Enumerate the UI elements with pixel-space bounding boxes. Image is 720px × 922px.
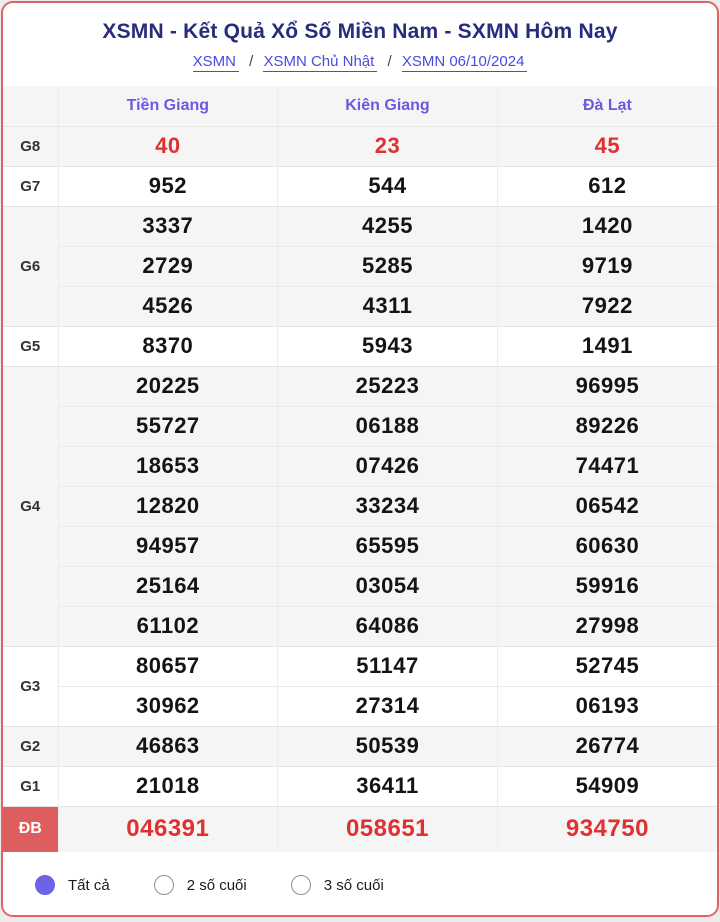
- result-number-g5-col2: 5943: [278, 326, 498, 366]
- breadcrumb-link-xsmn-date[interactable]: XSMN 06/10/2024: [402, 53, 528, 72]
- result-number-g4-col2: 64086: [278, 606, 498, 646]
- display-filter-group: [3, 852, 717, 917]
- column-header-da-lat[interactable]: Đà Lạt: [497, 86, 717, 126]
- result-number-g6-col2: 4255: [278, 206, 498, 246]
- prize-row-g6-1: [3, 206, 717, 246]
- prize-row-g4-6: [3, 566, 717, 606]
- result-number-g2-col2: 50539: [278, 726, 498, 766]
- prize-row-g4-2: [3, 406, 717, 446]
- breadcrumb-link-xsmn-chu-nhat[interactable]: XSMN Chủ Nhật: [263, 53, 377, 72]
- result-number-g6-col2: 4311: [278, 286, 498, 326]
- result-number-g4-col3: 74471: [497, 446, 717, 486]
- radio-selected-icon[interactable]: [35, 875, 55, 895]
- corner-cell: [3, 86, 58, 126]
- result-number-db-col3: 934750: [497, 806, 717, 852]
- result-number-g4-col1: 25164: [58, 566, 278, 606]
- result-number-g4-col1: 61102: [58, 606, 278, 646]
- prize-row-g4-7: [3, 606, 717, 646]
- page-title: XSMN - Kết Quả Xổ Số Miền Nam - SXMN Hôm Nay: [102, 20, 618, 43]
- prize-label-g4: G4: [3, 366, 58, 646]
- card-header: [3, 3, 717, 86]
- result-number-g4-col2: 25223: [278, 366, 498, 406]
- result-number-g2-col1: 46863: [58, 726, 278, 766]
- result-number-g3-col3: 52745: [497, 646, 717, 686]
- result-number-g6-col3: 9719: [497, 246, 717, 286]
- prize-label-g6: G6: [3, 206, 58, 326]
- filter-option-label: 3 số cuối: [323, 876, 384, 894]
- result-number-g8-col2: 23: [278, 126, 498, 166]
- result-number-g4-col1: 20225: [58, 366, 278, 406]
- prize-label-g8: G8: [3, 126, 58, 166]
- prize-label-g2: G2: [3, 726, 58, 766]
- result-number-g6-col3: 7922: [497, 286, 717, 326]
- result-number-g4-col2: 06188: [278, 406, 498, 446]
- prize-label-g7: G7: [3, 166, 58, 206]
- prize-row-g5: [3, 326, 717, 366]
- result-number-db-col1: 046391: [58, 806, 278, 852]
- result-number-g4-col2: 65595: [278, 526, 498, 566]
- prize-row-g3-2: [3, 686, 717, 726]
- result-number-g6-col1: 2729: [58, 246, 278, 286]
- result-number-g3-col3: 06193: [497, 686, 717, 726]
- result-number-g3-col2: 27314: [278, 686, 498, 726]
- result-number-g2-col3: 26774: [497, 726, 717, 766]
- result-number-g1-col1: 21018: [58, 766, 278, 806]
- results-table: [3, 86, 717, 852]
- result-number-g4-col2: 33234: [278, 486, 498, 526]
- result-number-g6-col2: 5285: [278, 246, 498, 286]
- prize-label-g1: G1: [3, 766, 58, 806]
- filter-option-2-last-digits[interactable]: [154, 875, 247, 895]
- lottery-results-card: [1, 1, 719, 917]
- result-number-g1-col3: 54909: [497, 766, 717, 806]
- filter-option-label: 2 số cuối: [186, 876, 247, 894]
- result-number-g4-col3: 89226: [497, 406, 717, 446]
- prize-row-g3-1: [3, 646, 717, 686]
- prize-row-g4-4: [3, 486, 717, 526]
- result-number-g6-col1: 4526: [58, 286, 278, 326]
- prize-row-g8: [3, 126, 717, 166]
- radio-unselected-icon[interactable]: [154, 875, 174, 895]
- result-number-db-col2: 058651: [278, 806, 498, 852]
- result-number-g4-col2: 07426: [278, 446, 498, 486]
- result-number-g4-col3: 60630: [497, 526, 717, 566]
- filter-option-all[interactable]: [35, 875, 110, 895]
- prize-label-db: ĐB: [3, 806, 58, 852]
- breadcrumb-separator: /: [249, 53, 254, 70]
- result-number-g8-col1: 40: [58, 126, 278, 166]
- prize-row-g6-2: [3, 246, 717, 286]
- result-number-g6-col3: 1420: [497, 206, 717, 246]
- result-number-g4-col2: 03054: [278, 566, 498, 606]
- result-number-g3-col2: 51147: [278, 646, 498, 686]
- result-number-g3-col1: 30962: [58, 686, 278, 726]
- column-header-tien-giang[interactable]: Tiền Giang: [58, 86, 278, 126]
- prize-row-g4-1: [3, 366, 717, 406]
- result-number-g4-col1: 94957: [58, 526, 278, 566]
- results-table-header-row: [3, 86, 717, 126]
- result-number-g7-col2: 544: [278, 166, 498, 206]
- result-number-g5-col3: 1491: [497, 326, 717, 366]
- result-number-g4-col3: 06542: [497, 486, 717, 526]
- result-number-g4-col3: 96995: [497, 366, 717, 406]
- result-number-g7-col1: 952: [58, 166, 278, 206]
- filter-option-label: Tất cả: [68, 876, 110, 894]
- column-header-kien-giang[interactable]: Kiên Giang: [278, 86, 498, 126]
- result-number-g4-col3: 59916: [497, 566, 717, 606]
- breadcrumb-link-xsmn[interactable]: XSMN: [193, 53, 239, 72]
- breadcrumb-separator: /: [387, 53, 392, 70]
- result-number-g6-col1: 3337: [58, 206, 278, 246]
- breadcrumb: [3, 53, 717, 70]
- result-number-g5-col1: 8370: [58, 326, 278, 366]
- result-number-g1-col2: 36411: [278, 766, 498, 806]
- result-number-g7-col3: 612: [497, 166, 717, 206]
- prize-label-g5: G5: [3, 326, 58, 366]
- prize-row-g1: [3, 766, 717, 806]
- result-number-g4-col3: 27998: [497, 606, 717, 646]
- radio-unselected-icon[interactable]: [291, 875, 311, 895]
- prize-label-g3: G3: [3, 646, 58, 726]
- filter-option-3-last-digits[interactable]: [291, 875, 384, 895]
- result-number-g4-col1: 18653: [58, 446, 278, 486]
- prize-row-g2: [3, 726, 717, 766]
- prize-row-db: [3, 806, 717, 852]
- prize-row-g6-3: [3, 286, 717, 326]
- prize-row-g4-3: [3, 446, 717, 486]
- result-number-g4-col1: 55727: [58, 406, 278, 446]
- result-number-g4-col1: 12820: [58, 486, 278, 526]
- result-number-g8-col3: 45: [497, 126, 717, 166]
- result-number-g3-col1: 80657: [58, 646, 278, 686]
- prize-row-g7: [3, 166, 717, 206]
- prize-row-g4-5: [3, 526, 717, 566]
